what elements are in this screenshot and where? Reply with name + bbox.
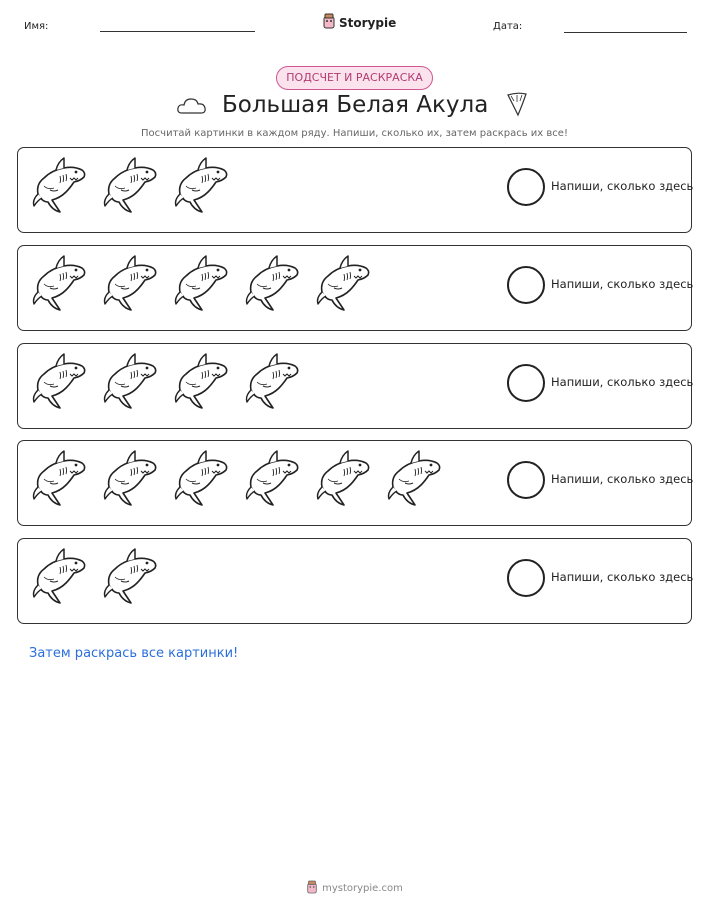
shark-icon[interactable] <box>101 156 161 216</box>
count-row <box>17 147 692 233</box>
date-line[interactable] <box>564 32 687 33</box>
activity-badge: ПОДСЧЕТ И РАСКРАСКА <box>276 66 433 90</box>
footer-url[interactable]: mystorypie.com <box>322 883 403 894</box>
shark-icon[interactable] <box>30 156 90 216</box>
write-prompt: Напиши, сколько здесь <box>551 277 694 291</box>
storypie-logo-icon <box>322 13 336 32</box>
footer-note: Затем раскрась все картинки! <box>29 646 239 661</box>
count-row <box>17 538 692 624</box>
answer-circle[interactable] <box>507 559 545 597</box>
shark-icon[interactable] <box>172 449 232 509</box>
write-prompt: Напиши, сколько здесь <box>551 179 694 193</box>
shark-icon[interactable] <box>101 547 161 607</box>
cloud-icon <box>176 95 208 121</box>
brand <box>322 13 396 32</box>
shark-icon[interactable] <box>243 352 303 412</box>
page-title: Большая Белая Акула <box>222 92 489 118</box>
count-row <box>17 245 692 331</box>
name-label: Имя: <box>24 21 49 32</box>
shark-icon[interactable] <box>243 254 303 314</box>
count-row <box>17 343 692 429</box>
shark-icon[interactable] <box>243 449 303 509</box>
footer <box>0 880 709 897</box>
shark-icon[interactable] <box>385 449 445 509</box>
shark-icon[interactable] <box>30 352 90 412</box>
shark-icon[interactable] <box>30 449 90 509</box>
shark-tooth-icon <box>505 91 529 121</box>
storypie-logo-icon <box>306 880 318 897</box>
shark-icon[interactable] <box>101 352 161 412</box>
date-label: Дата: <box>493 21 523 32</box>
write-prompt: Напиши, сколько здесь <box>551 375 694 389</box>
answer-circle[interactable] <box>507 266 545 304</box>
shark-icon[interactable] <box>314 254 374 314</box>
answer-circle[interactable] <box>507 364 545 402</box>
shark-icon[interactable] <box>30 547 90 607</box>
instructions: Посчитай картинки в каждом ряду. Напиши, сколько их, затем раскрась их все! <box>141 128 568 139</box>
shark-icon[interactable] <box>30 254 90 314</box>
shark-icon[interactable] <box>314 449 374 509</box>
shark-icon[interactable] <box>172 156 232 216</box>
brand-name: Storypie <box>339 15 397 30</box>
write-prompt: Напиши, сколько здесь <box>551 570 694 584</box>
answer-circle[interactable] <box>507 168 545 206</box>
shark-icon[interactable] <box>172 352 232 412</box>
answer-circle[interactable] <box>507 461 545 499</box>
shark-icon[interactable] <box>101 449 161 509</box>
count-row <box>17 440 692 526</box>
name-line[interactable] <box>100 31 255 32</box>
write-prompt: Напиши, сколько здесь <box>551 472 694 486</box>
shark-icon[interactable] <box>172 254 232 314</box>
shark-icon[interactable] <box>101 254 161 314</box>
